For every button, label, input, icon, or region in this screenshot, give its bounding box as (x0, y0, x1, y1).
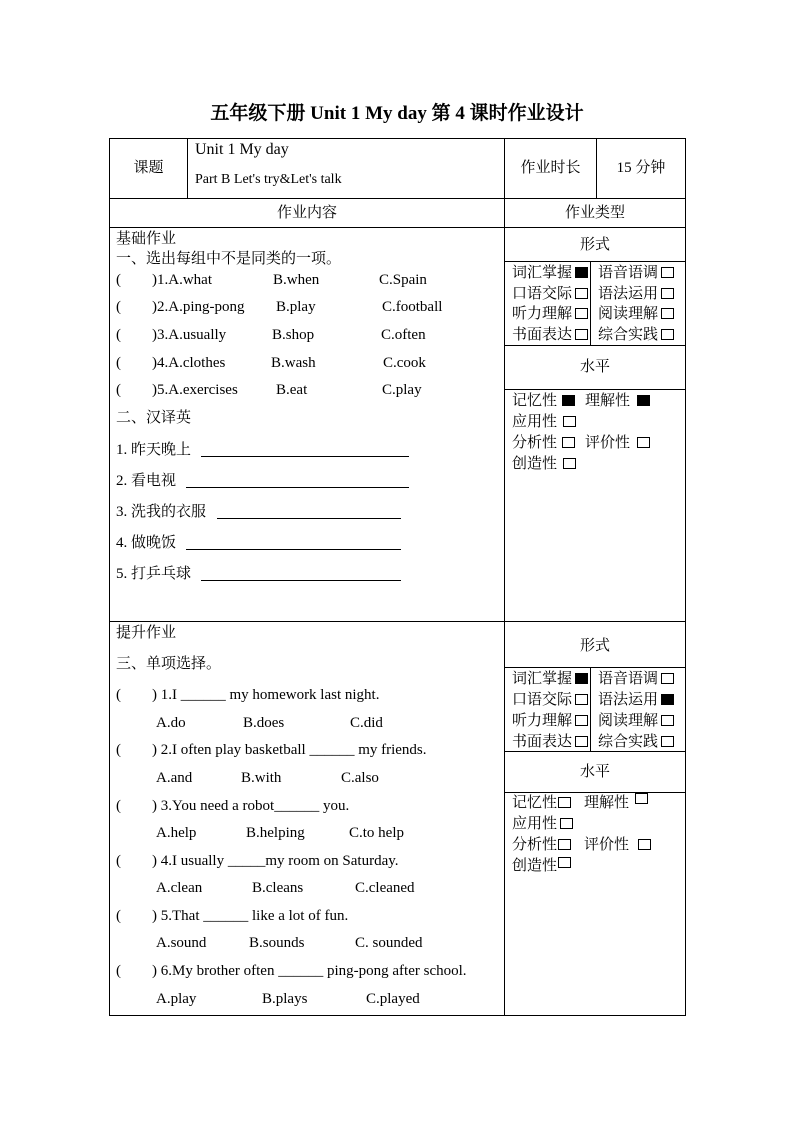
checkbox[interactable] (637, 437, 650, 448)
column-header-content: 作业内容 (276, 205, 337, 221)
list-item: 1. 昨天晚上 (116, 442, 192, 458)
level-label: 水平 (579, 359, 610, 375)
list-item: 2. 看电视 (116, 473, 177, 489)
checkbox[interactable] (661, 329, 674, 340)
list-item: 4. 做晚饭 (116, 535, 177, 551)
checkbox[interactable] (575, 308, 588, 319)
checkbox[interactable] (661, 267, 674, 278)
checkbox[interactable] (575, 267, 588, 278)
duration-label: 作业时长 (520, 160, 581, 176)
checkbox[interactable] (638, 839, 651, 850)
checkbox[interactable] (635, 793, 648, 804)
basic-heading: 基础作业 (116, 231, 177, 247)
checkbox[interactable] (575, 715, 588, 726)
checkbox[interactable] (575, 673, 588, 684)
answer-line (217, 518, 401, 519)
checkbox[interactable] (661, 694, 674, 705)
list-item: 3. 洗我的衣服 (116, 504, 207, 520)
answer-line (201, 456, 409, 457)
form-label: 形式 (579, 237, 610, 253)
page-title: 五年级下册 Unit 1 My day 第 4 课时作业设计 (210, 103, 584, 124)
checkbox[interactable] (661, 288, 674, 299)
checkbox[interactable] (575, 288, 588, 299)
answer-line (201, 580, 401, 581)
section3-title: 三、单项选择。 (116, 656, 222, 672)
checkbox[interactable] (560, 818, 573, 829)
checkbox[interactable] (558, 857, 571, 868)
checkbox[interactable] (661, 308, 674, 319)
column-header-type: 作业类型 (564, 205, 625, 221)
answer-line (186, 487, 409, 488)
checkbox[interactable] (562, 395, 575, 406)
duration-value: 15 分钟 (616, 160, 666, 176)
topic-title: Unit 1 My day (195, 141, 289, 158)
checkbox[interactable] (563, 458, 576, 469)
level-label: 水平 (579, 764, 610, 780)
section2-title: 二、汉译英 (116, 410, 192, 426)
checkbox[interactable] (575, 329, 588, 340)
topic-subtitle: Part B Let's try&Let's talk (195, 172, 342, 187)
section1-title: 一、选出每组中不是同类的一项。 (116, 251, 342, 267)
checkbox[interactable] (562, 437, 575, 448)
topic-label: 课题 (133, 160, 164, 176)
list-item: 5. 打乒乓球 (116, 566, 192, 582)
checkbox[interactable] (563, 416, 576, 427)
form-label: 形式 (579, 638, 610, 654)
answer-line (186, 549, 401, 550)
checkbox[interactable] (575, 694, 588, 705)
checkbox[interactable] (558, 797, 571, 808)
checkbox[interactable] (661, 673, 674, 684)
checkbox[interactable] (558, 839, 571, 850)
advanced-heading: 提升作业 (116, 625, 177, 641)
checkbox[interactable] (661, 715, 674, 726)
checkbox[interactable] (637, 395, 650, 406)
checkbox[interactable] (575, 736, 588, 747)
checkbox[interactable] (661, 736, 674, 747)
